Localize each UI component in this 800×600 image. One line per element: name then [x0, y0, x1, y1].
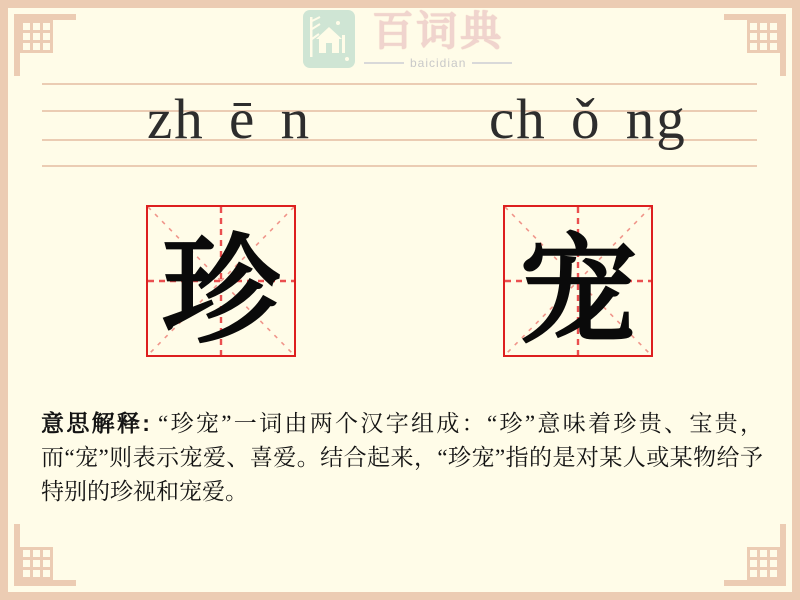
- hanzi-zhen: 珍: [161, 227, 280, 358]
- brand-tagline-row: [364, 56, 512, 70]
- character-box-chong: [503, 205, 653, 357]
- pinyin-zhen: zh ē n: [147, 88, 312, 151]
- brand-name: 百词典: [372, 8, 505, 54]
- hanzi-chong: 宠: [518, 227, 637, 358]
- pinyin-rule-line-4: [42, 165, 757, 167]
- brand-tagline: baicidian: [410, 56, 467, 70]
- tagline-dash-left: [364, 62, 404, 64]
- corner-ornament-icon: [714, 6, 794, 86]
- app-logo: [302, 9, 512, 70]
- baicidian-seal-icon: [302, 9, 356, 69]
- definition-text: “珍宠”一词由两个汉字组成：“珍”意味着珍贵、宝贵，而“宠”则表示宠爱、喜爱。结合起来，“珍宠”指的是对某人或某物给予特别的珍视和宠爱。: [41, 411, 763, 504]
- corner-ornament-icon: [6, 6, 86, 86]
- pinyin-chong: ch ǒ ng: [489, 88, 687, 151]
- character-box-zhen: [146, 205, 296, 357]
- corner-ornament-icon: [714, 514, 794, 594]
- definition-paragraph: [41, 406, 763, 509]
- definition-label: 意思解释:: [41, 410, 150, 436]
- corner-ornament-icon: [6, 514, 86, 594]
- pinyin-rule-line-1: [42, 83, 757, 85]
- tagline-dash-right: [472, 62, 512, 64]
